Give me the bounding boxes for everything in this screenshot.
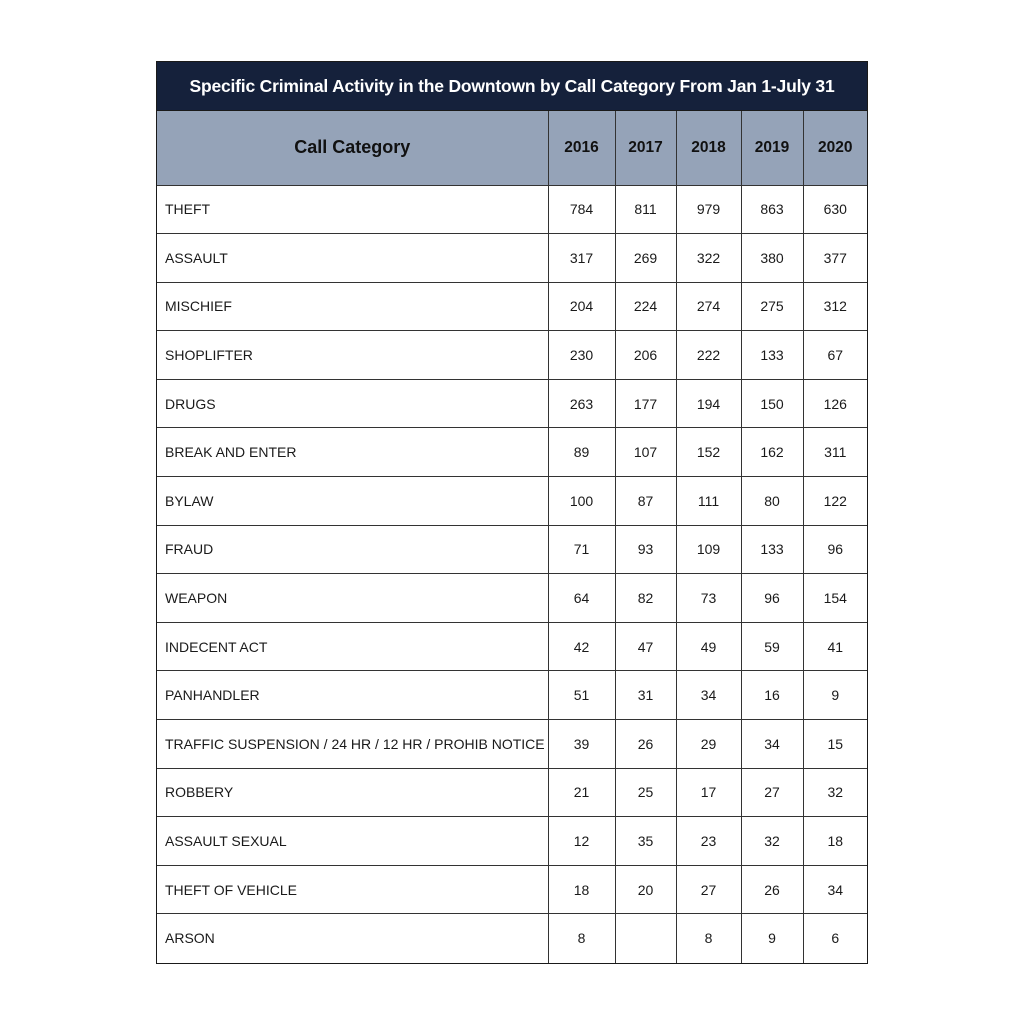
value-cell-2016: 21 bbox=[548, 768, 615, 817]
value-cell-2017 bbox=[615, 914, 676, 963]
table-row bbox=[157, 525, 867, 574]
call-category-cell: THEFT bbox=[157, 185, 548, 234]
column-header-call-category: Call Category bbox=[157, 111, 548, 185]
value-cell-2016: 204 bbox=[548, 282, 615, 331]
call-category-cell: ASSAULT SEXUAL bbox=[157, 817, 548, 866]
value-cell-2016: 100 bbox=[548, 477, 615, 526]
value-cell-2020: 630 bbox=[803, 185, 867, 234]
value-cell-2019: 34 bbox=[741, 720, 803, 769]
value-cell-2018: 322 bbox=[676, 234, 741, 283]
value-cell-2017: 20 bbox=[615, 865, 676, 914]
value-cell-2016: 51 bbox=[548, 671, 615, 720]
call-category-cell: INDECENT ACT bbox=[157, 622, 548, 671]
value-cell-2020: 18 bbox=[803, 817, 867, 866]
call-category-cell: THEFT OF VEHICLE bbox=[157, 865, 548, 914]
value-cell-2020: 6 bbox=[803, 914, 867, 963]
value-cell-2017: 811 bbox=[615, 185, 676, 234]
value-cell-2016: 784 bbox=[548, 185, 615, 234]
value-cell-2017: 224 bbox=[615, 282, 676, 331]
value-cell-2016: 263 bbox=[548, 379, 615, 428]
table-row bbox=[157, 671, 867, 720]
value-cell-2019: 133 bbox=[741, 331, 803, 380]
value-cell-2018: 979 bbox=[676, 185, 741, 234]
value-cell-2019: 16 bbox=[741, 671, 803, 720]
value-cell-2019: 162 bbox=[741, 428, 803, 477]
value-cell-2020: 377 bbox=[803, 234, 867, 283]
value-cell-2018: 194 bbox=[676, 379, 741, 428]
value-cell-2018: 152 bbox=[676, 428, 741, 477]
table-row bbox=[157, 865, 867, 914]
column-header-2017: 2017 bbox=[615, 111, 676, 185]
value-cell-2019: 59 bbox=[741, 622, 803, 671]
value-cell-2019: 150 bbox=[741, 379, 803, 428]
value-cell-2019: 32 bbox=[741, 817, 803, 866]
value-cell-2016: 64 bbox=[548, 574, 615, 623]
call-category-cell: ASSAULT bbox=[157, 234, 548, 283]
value-cell-2017: 177 bbox=[615, 379, 676, 428]
value-cell-2018: 274 bbox=[676, 282, 741, 331]
table-row bbox=[157, 185, 867, 234]
value-cell-2017: 26 bbox=[615, 720, 676, 769]
value-cell-2016: 71 bbox=[548, 525, 615, 574]
value-cell-2018: 111 bbox=[676, 477, 741, 526]
value-cell-2019: 275 bbox=[741, 282, 803, 331]
value-cell-2017: 87 bbox=[615, 477, 676, 526]
value-cell-2020: 96 bbox=[803, 525, 867, 574]
table-row bbox=[157, 768, 867, 817]
value-cell-2016: 89 bbox=[548, 428, 615, 477]
value-cell-2020: 9 bbox=[803, 671, 867, 720]
value-cell-2018: 109 bbox=[676, 525, 741, 574]
data-table bbox=[157, 111, 867, 963]
value-cell-2019: 9 bbox=[741, 914, 803, 963]
value-cell-2016: 317 bbox=[548, 234, 615, 283]
value-cell-2018: 29 bbox=[676, 720, 741, 769]
table-row bbox=[157, 234, 867, 283]
value-cell-2018: 49 bbox=[676, 622, 741, 671]
value-cell-2019: 380 bbox=[741, 234, 803, 283]
value-cell-2019: 863 bbox=[741, 185, 803, 234]
call-category-cell: DRUGS bbox=[157, 379, 548, 428]
value-cell-2017: 25 bbox=[615, 768, 676, 817]
call-category-cell: PANHANDLER bbox=[157, 671, 548, 720]
value-cell-2020: 126 bbox=[803, 379, 867, 428]
value-cell-2020: 34 bbox=[803, 865, 867, 914]
table-row bbox=[157, 817, 867, 866]
call-category-cell: TRAFFIC SUSPENSION / 24 HR / 12 HR / PROHIB NOTICE bbox=[157, 720, 548, 769]
column-header-2020: 2020 bbox=[803, 111, 867, 185]
value-cell-2018: 23 bbox=[676, 817, 741, 866]
value-cell-2017: 93 bbox=[615, 525, 676, 574]
call-category-cell: ROBBERY bbox=[157, 768, 548, 817]
value-cell-2018: 73 bbox=[676, 574, 741, 623]
value-cell-2019: 133 bbox=[741, 525, 803, 574]
value-cell-2017: 107 bbox=[615, 428, 676, 477]
value-cell-2016: 230 bbox=[548, 331, 615, 380]
value-cell-2020: 311 bbox=[803, 428, 867, 477]
table-row bbox=[157, 622, 867, 671]
call-category-cell: FRAUD bbox=[157, 525, 548, 574]
table-row bbox=[157, 477, 867, 526]
value-cell-2017: 31 bbox=[615, 671, 676, 720]
value-cell-2020: 15 bbox=[803, 720, 867, 769]
table-row bbox=[157, 379, 867, 428]
call-category-cell: MISCHIEF bbox=[157, 282, 548, 331]
value-cell-2018: 34 bbox=[676, 671, 741, 720]
value-cell-2016: 42 bbox=[548, 622, 615, 671]
value-cell-2018: 17 bbox=[676, 768, 741, 817]
value-cell-2017: 82 bbox=[615, 574, 676, 623]
column-header-2018: 2018 bbox=[676, 111, 741, 185]
table-row bbox=[157, 720, 867, 769]
value-cell-2017: 206 bbox=[615, 331, 676, 380]
value-cell-2019: 80 bbox=[741, 477, 803, 526]
value-cell-2017: 47 bbox=[615, 622, 676, 671]
value-cell-2019: 96 bbox=[741, 574, 803, 623]
table-row bbox=[157, 428, 867, 477]
value-cell-2016: 8 bbox=[548, 914, 615, 963]
value-cell-2017: 269 bbox=[615, 234, 676, 283]
value-cell-2018: 8 bbox=[676, 914, 741, 963]
value-cell-2020: 312 bbox=[803, 282, 867, 331]
header-row bbox=[157, 111, 867, 185]
table-row bbox=[157, 914, 867, 963]
table-title: Specific Criminal Activity in the Downtown by Call Category From Jan 1-July 31 bbox=[157, 62, 867, 111]
call-category-cell: BYLAW bbox=[157, 477, 548, 526]
table-body bbox=[157, 185, 867, 963]
column-header-2019: 2019 bbox=[741, 111, 803, 185]
value-cell-2016: 12 bbox=[548, 817, 615, 866]
call-category-cell: WEAPON bbox=[157, 574, 548, 623]
value-cell-2018: 222 bbox=[676, 331, 741, 380]
value-cell-2016: 39 bbox=[548, 720, 615, 769]
call-category-cell: ARSON bbox=[157, 914, 548, 963]
value-cell-2020: 41 bbox=[803, 622, 867, 671]
value-cell-2017: 35 bbox=[615, 817, 676, 866]
value-cell-2020: 122 bbox=[803, 477, 867, 526]
table-row bbox=[157, 331, 867, 380]
crime-table bbox=[156, 61, 868, 964]
call-category-cell: SHOPLIFTER bbox=[157, 331, 548, 380]
value-cell-2020: 67 bbox=[803, 331, 867, 380]
table-row bbox=[157, 574, 867, 623]
value-cell-2016: 18 bbox=[548, 865, 615, 914]
table-row bbox=[157, 282, 867, 331]
value-cell-2019: 27 bbox=[741, 768, 803, 817]
value-cell-2020: 154 bbox=[803, 574, 867, 623]
value-cell-2018: 27 bbox=[676, 865, 741, 914]
column-header-2016: 2016 bbox=[548, 111, 615, 185]
value-cell-2020: 32 bbox=[803, 768, 867, 817]
value-cell-2019: 26 bbox=[741, 865, 803, 914]
call-category-cell: BREAK AND ENTER bbox=[157, 428, 548, 477]
